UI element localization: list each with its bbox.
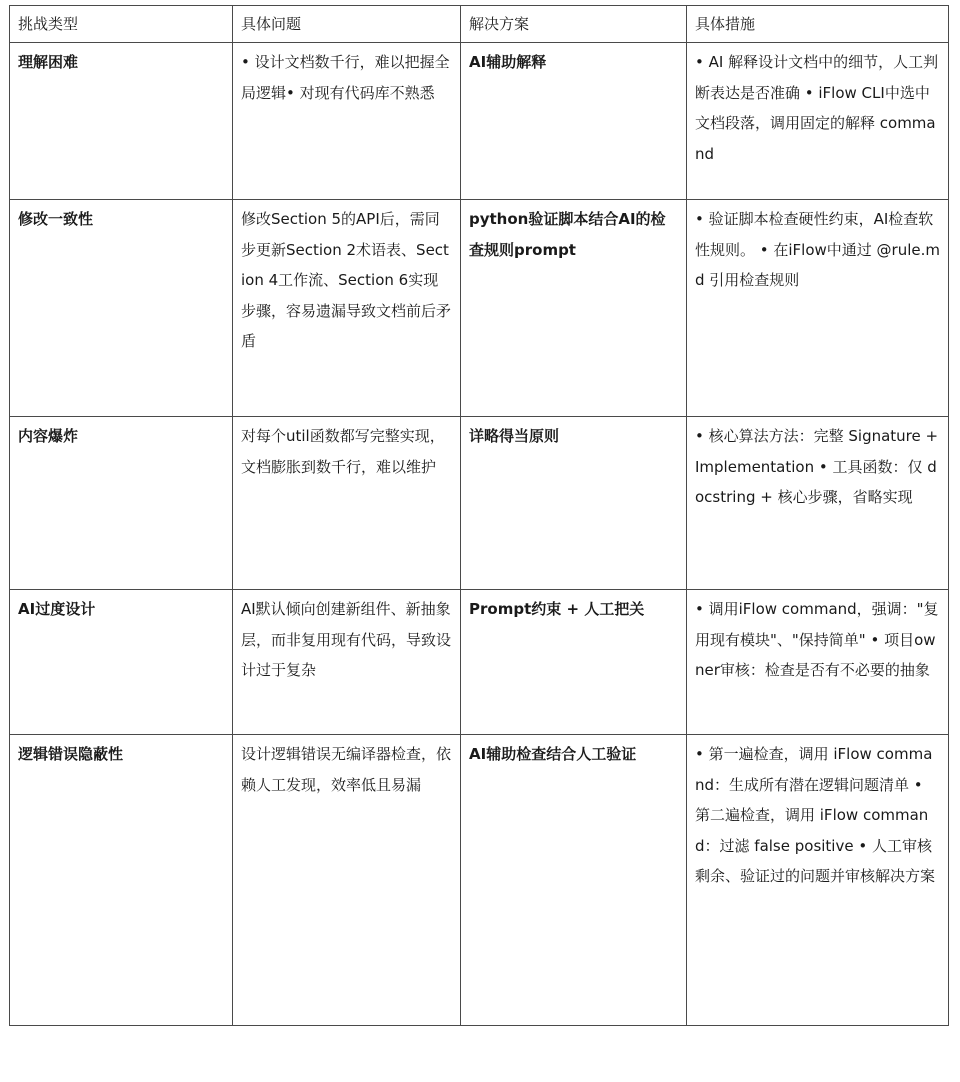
challenge-type-cell: 理解困难 [10,43,233,200]
challenge-type-cell: 逻辑错误隐蔽性 [10,735,233,1026]
measures-cell: • 调用iFlow command，强调："复用现有模块"、"保持简单" • 项目owner审核：检查是否有不必要的抽象 [687,590,949,735]
solution-cell: Prompt约束 + 人工把关 [461,590,687,735]
measures-cell: • 第一遍检查，调用 iFlow command：生成所有潜在逻辑问题清单 • 第二遍检查，调用 iFlow command：过滤 false positive • 人工审核剩余、验证过的问题并审核解决方案 [687,735,949,1026]
table-header [10,6,949,43]
measures-cell: • AI 解释设计文档中的细节，人工判断表达是否准确 • iFlow CLI中选中文档段落，调用固定的解释 command [687,43,949,200]
solution-cell: AI辅助解释 [461,43,687,200]
problem-cell: • 设计文档数千行，难以把握全局逻辑• 对现有代码库不熟悉 [233,43,461,200]
table-row [10,200,949,417]
challenge-type-cell: AI过度设计 [10,590,233,735]
measures-cell: • 验证脚本检查硬性约束，AI检查软性规则。 • 在iFlow中通过 @rule.md 引用检查规则 [687,200,949,417]
challenge-type-cell: 内容爆炸 [10,417,233,590]
solution-cell: AI辅助检查结合人工验证 [461,735,687,1026]
header-solution: 解决方案 [461,6,687,43]
problem-cell: AI默认倾向创建新组件、新抽象层，而非复用现有代码，导致设计过于复杂 [233,590,461,735]
header-row [10,6,949,43]
table-row [10,43,949,200]
problem-cell: 设计逻辑错误无编译器检查，依赖人工发现，效率低且易漏 [233,735,461,1026]
table-row [10,735,949,1026]
problem-cell: 对每个util函数都写完整实现，文档膨胀到数千行，难以维护 [233,417,461,590]
challenge-type-cell: 修改一致性 [10,200,233,417]
solution-cell: 详略得当原则 [461,417,687,590]
table-body [10,43,949,1026]
challenges-table [9,5,949,1026]
solution-cell: python验证脚本结合AI的检查规则prompt [461,200,687,417]
problem-cell: 修改Section 5的API后，需同步更新Section 2术语表、Section 4工作流、Section 6实现步骤，容易遗漏导致文档前后矛盾 [233,200,461,417]
header-specific-problem: 具体问题 [233,6,461,43]
header-specific-measures: 具体措施 [687,6,949,43]
table-row [10,417,949,590]
header-challenge-type: 挑战类型 [10,6,233,43]
table-row [10,590,949,735]
measures-cell: • 核心算法方法：完整 Signature + Implementation • 工具函数：仅 docstring + 核心步骤，省略实现 [687,417,949,590]
